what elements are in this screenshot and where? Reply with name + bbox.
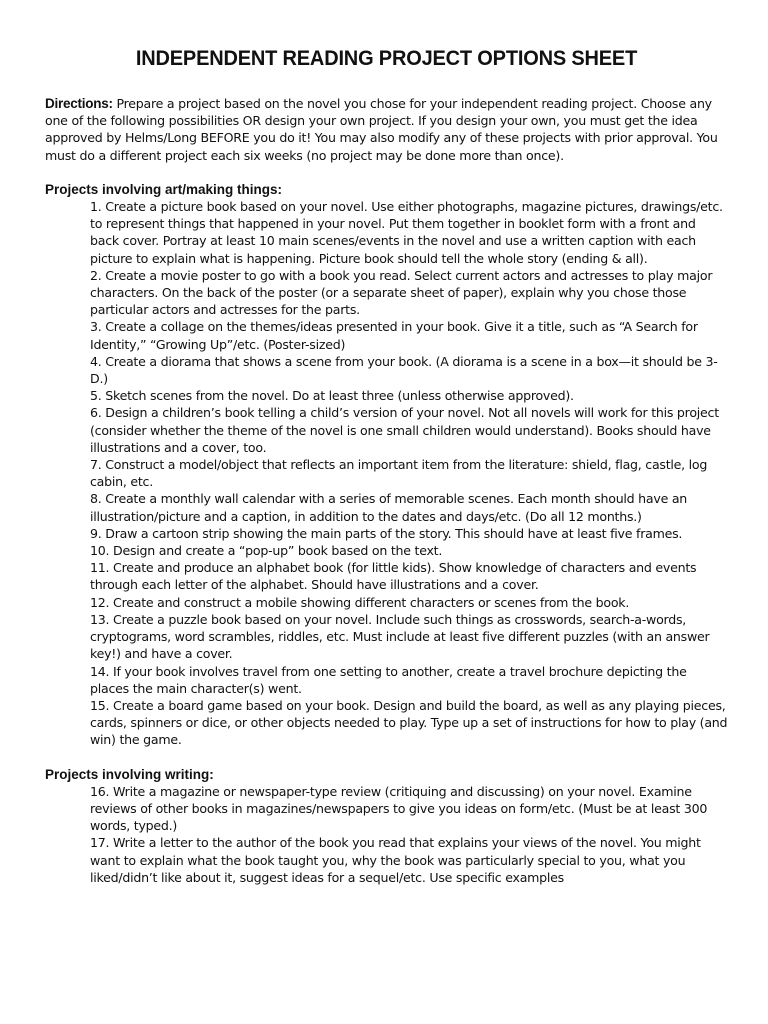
section-art <box>45 181 728 749</box>
page-title: INDEPENDENT READING PROJECT OPTIONS SHEET <box>135 46 638 70</box>
list-item: 13. Create a puzzle book based on your novel. Include such things as crosswords, search-a-words, cryptograms, word scrambles, riddles, etc. Must include at least five different puzzles (with an answer key!) and have a cover. <box>90 611 710 662</box>
list-item: 14. If your book involves travel from one setting to another, create a travel brochure depicting the places the main character(s) went. <box>90 663 687 696</box>
section-heading-art: Projects involving art/making things: <box>45 181 283 197</box>
directions-paragraph <box>45 95 728 164</box>
list-item: 15. Create a board game based on your book. Design and build the board, as well as any playing pieces, cards, spinners or dice, or other objects needed to play. Type up a set of instructions for how to play (and win) the game. <box>90 697 728 748</box>
list-item: 5. Sketch scenes from the novel. Do at least three (unless otherwise approved). <box>90 388 574 404</box>
list-item: 2. Create a movie poster to go with a book you read. Select current actors and actresses to play major characters. On the back of the poster (or a separate sheet of paper), explain why you chose those particular actors and actresses for the parts. <box>90 267 713 318</box>
project-list-art <box>45 198 728 749</box>
list-item: 7. Construct a model/object that reflects an important item from the literature: shield, flag, castle, log cabin, etc. <box>90 457 708 490</box>
directions-label: Directions: <box>45 96 113 111</box>
list-item: 8. Create a monthly wall calendar with a series of memorable scenes. Each month should have an illustration/picture and a caption, in addition to the dates and days/etc. (Do all 12 months.) <box>90 491 688 524</box>
list-item: 6. Design a children’s book telling a child’s version of your novel. Not all novels will work for this project (consider whether the theme of the novel is one small children would understand). Books should have illustrations and a cover, too. <box>90 405 719 455</box>
list-item: 17. Write a letter to the author of the book you read that explains your views of the novel. You might want to explain what the book taught you, why the book was particularly special to you, what you liked/didn’t like about it, suggest ideas for a sequel/etc. Use specific examples <box>90 835 701 885</box>
list-item: 4. Create a diorama that shows a scene from your book. (A diorama is a scene in a box—it should be 3- D.) <box>90 353 718 387</box>
list-item: 16. Write a magazine or newspaper-type review (critiquing and discussing) on your novel. Examine reviews of other books in magazines/newspapers to give you ideas on form/etc. (Must be at least 300 words, typed.) <box>90 783 708 834</box>
section-heading-writing: Projects involving writing: <box>45 766 214 782</box>
section-writing <box>45 766 728 886</box>
document-page <box>45 46 728 903</box>
list-item: 10. Design and create a “pop-up” book based on the text. <box>90 543 443 559</box>
list-item: 12. Create and construct a mobile showing different characters or scenes from the book. <box>90 594 630 610</box>
list-item: 9. Draw a cartoon strip showing the main parts of the story. This should have at least five frames. <box>90 525 683 541</box>
list-item: 11. Create and produce an alphabet book (for little kids). Show knowledge of characters and events through each letter of the alphabet. Should have illustrations and a cover. <box>90 560 697 593</box>
project-list-writing <box>45 783 728 886</box>
directions-text: Prepare a project based on the novel you chose for your independent reading project. Choose any one of the following possibilities OR design your own project. If you design your own, you must get the idea approved by Helms/Long BEFORE you do it! You may also modify any of these projects with prior approval. You must do a different project each six weeks (no project may be done more than once). <box>45 96 718 163</box>
list-item: 3. Create a collage on the themes/ideas presented in your book. Give it a title, such as “A Search for Identity,” “Growing Up”/etc. (Poster-sized) <box>90 319 698 352</box>
list-item: 1. Create a picture book based on your novel. Use either photographs, magazine pictures, drawings/etc. to represent things that happened in your novel. Put them together in booklet form with a front and back cover. Portray at least 10 main scenes/events in the novel and use a written caption with each picture to explain what is happening. Picture book should tell the whole story (ending & all). <box>90 199 723 266</box>
